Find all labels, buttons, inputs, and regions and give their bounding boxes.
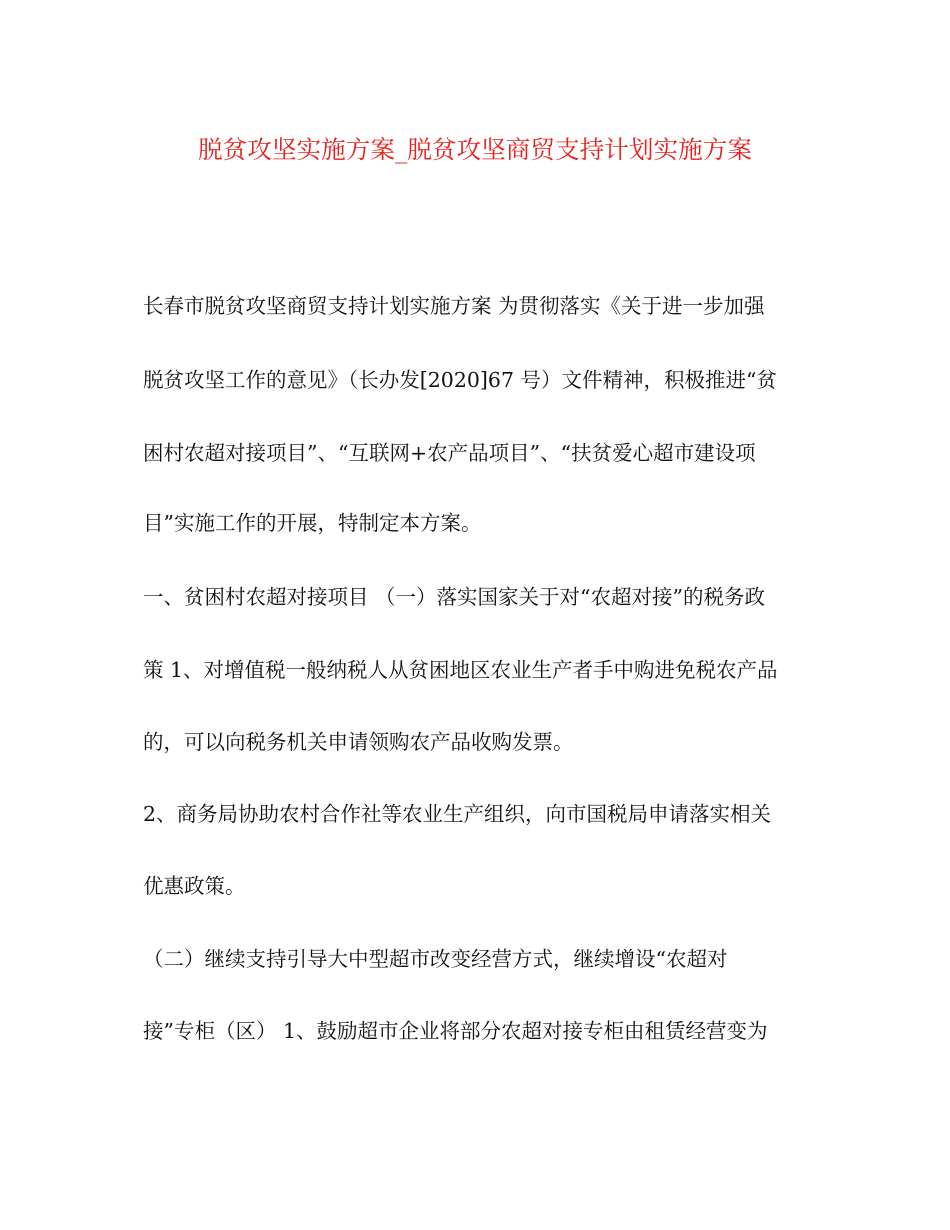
body-line-7: 的，可以向税务机关申请领购农产品收购发票。 (143, 730, 574, 754)
body-line-10: （二）继续支持引导大中型超市改变经营方式，继续增设“农超对 (143, 947, 728, 971)
document-title: 脱贫攻坚实施方案_脱贫攻坚商贸支持计划实施方案 (197, 135, 753, 164)
body-line-5: 一、贫困村农超对接项目 （一）落实国家关于对“农超对接”的税务政 (143, 585, 765, 609)
body-line-1: 长春市脱贫攻坚商贸支持计划实施方案 为贯彻落实《关于进一步加强 (143, 294, 765, 318)
body-line-2: 脱贫攻坚工作的意见》（长办发[2020]67 号）文件精神，积极推进“贫 (143, 368, 777, 392)
body-line-9: 优惠政策。 (143, 874, 246, 898)
body-line-8: 2、商务局协助农村合作社等农业生产组织，向市国税局申请落实相关 (143, 802, 772, 826)
body-line-4: 目”实施工作的开展，特制定本方案。 (143, 511, 482, 535)
body-line-3: 困村农超对接项目”、“互联网+农产品项目”、“扶贫爱心超市建设项 (143, 441, 756, 465)
body-line-11: 接”专柜（区） 1、鼓励超市企业将部分农超对接专柜由租赁经营变为 (143, 1019, 768, 1043)
body-line-6: 策 1、对增值税一般纳税人从贫困地区农业生产者手中购进免税农产品 (143, 658, 778, 682)
